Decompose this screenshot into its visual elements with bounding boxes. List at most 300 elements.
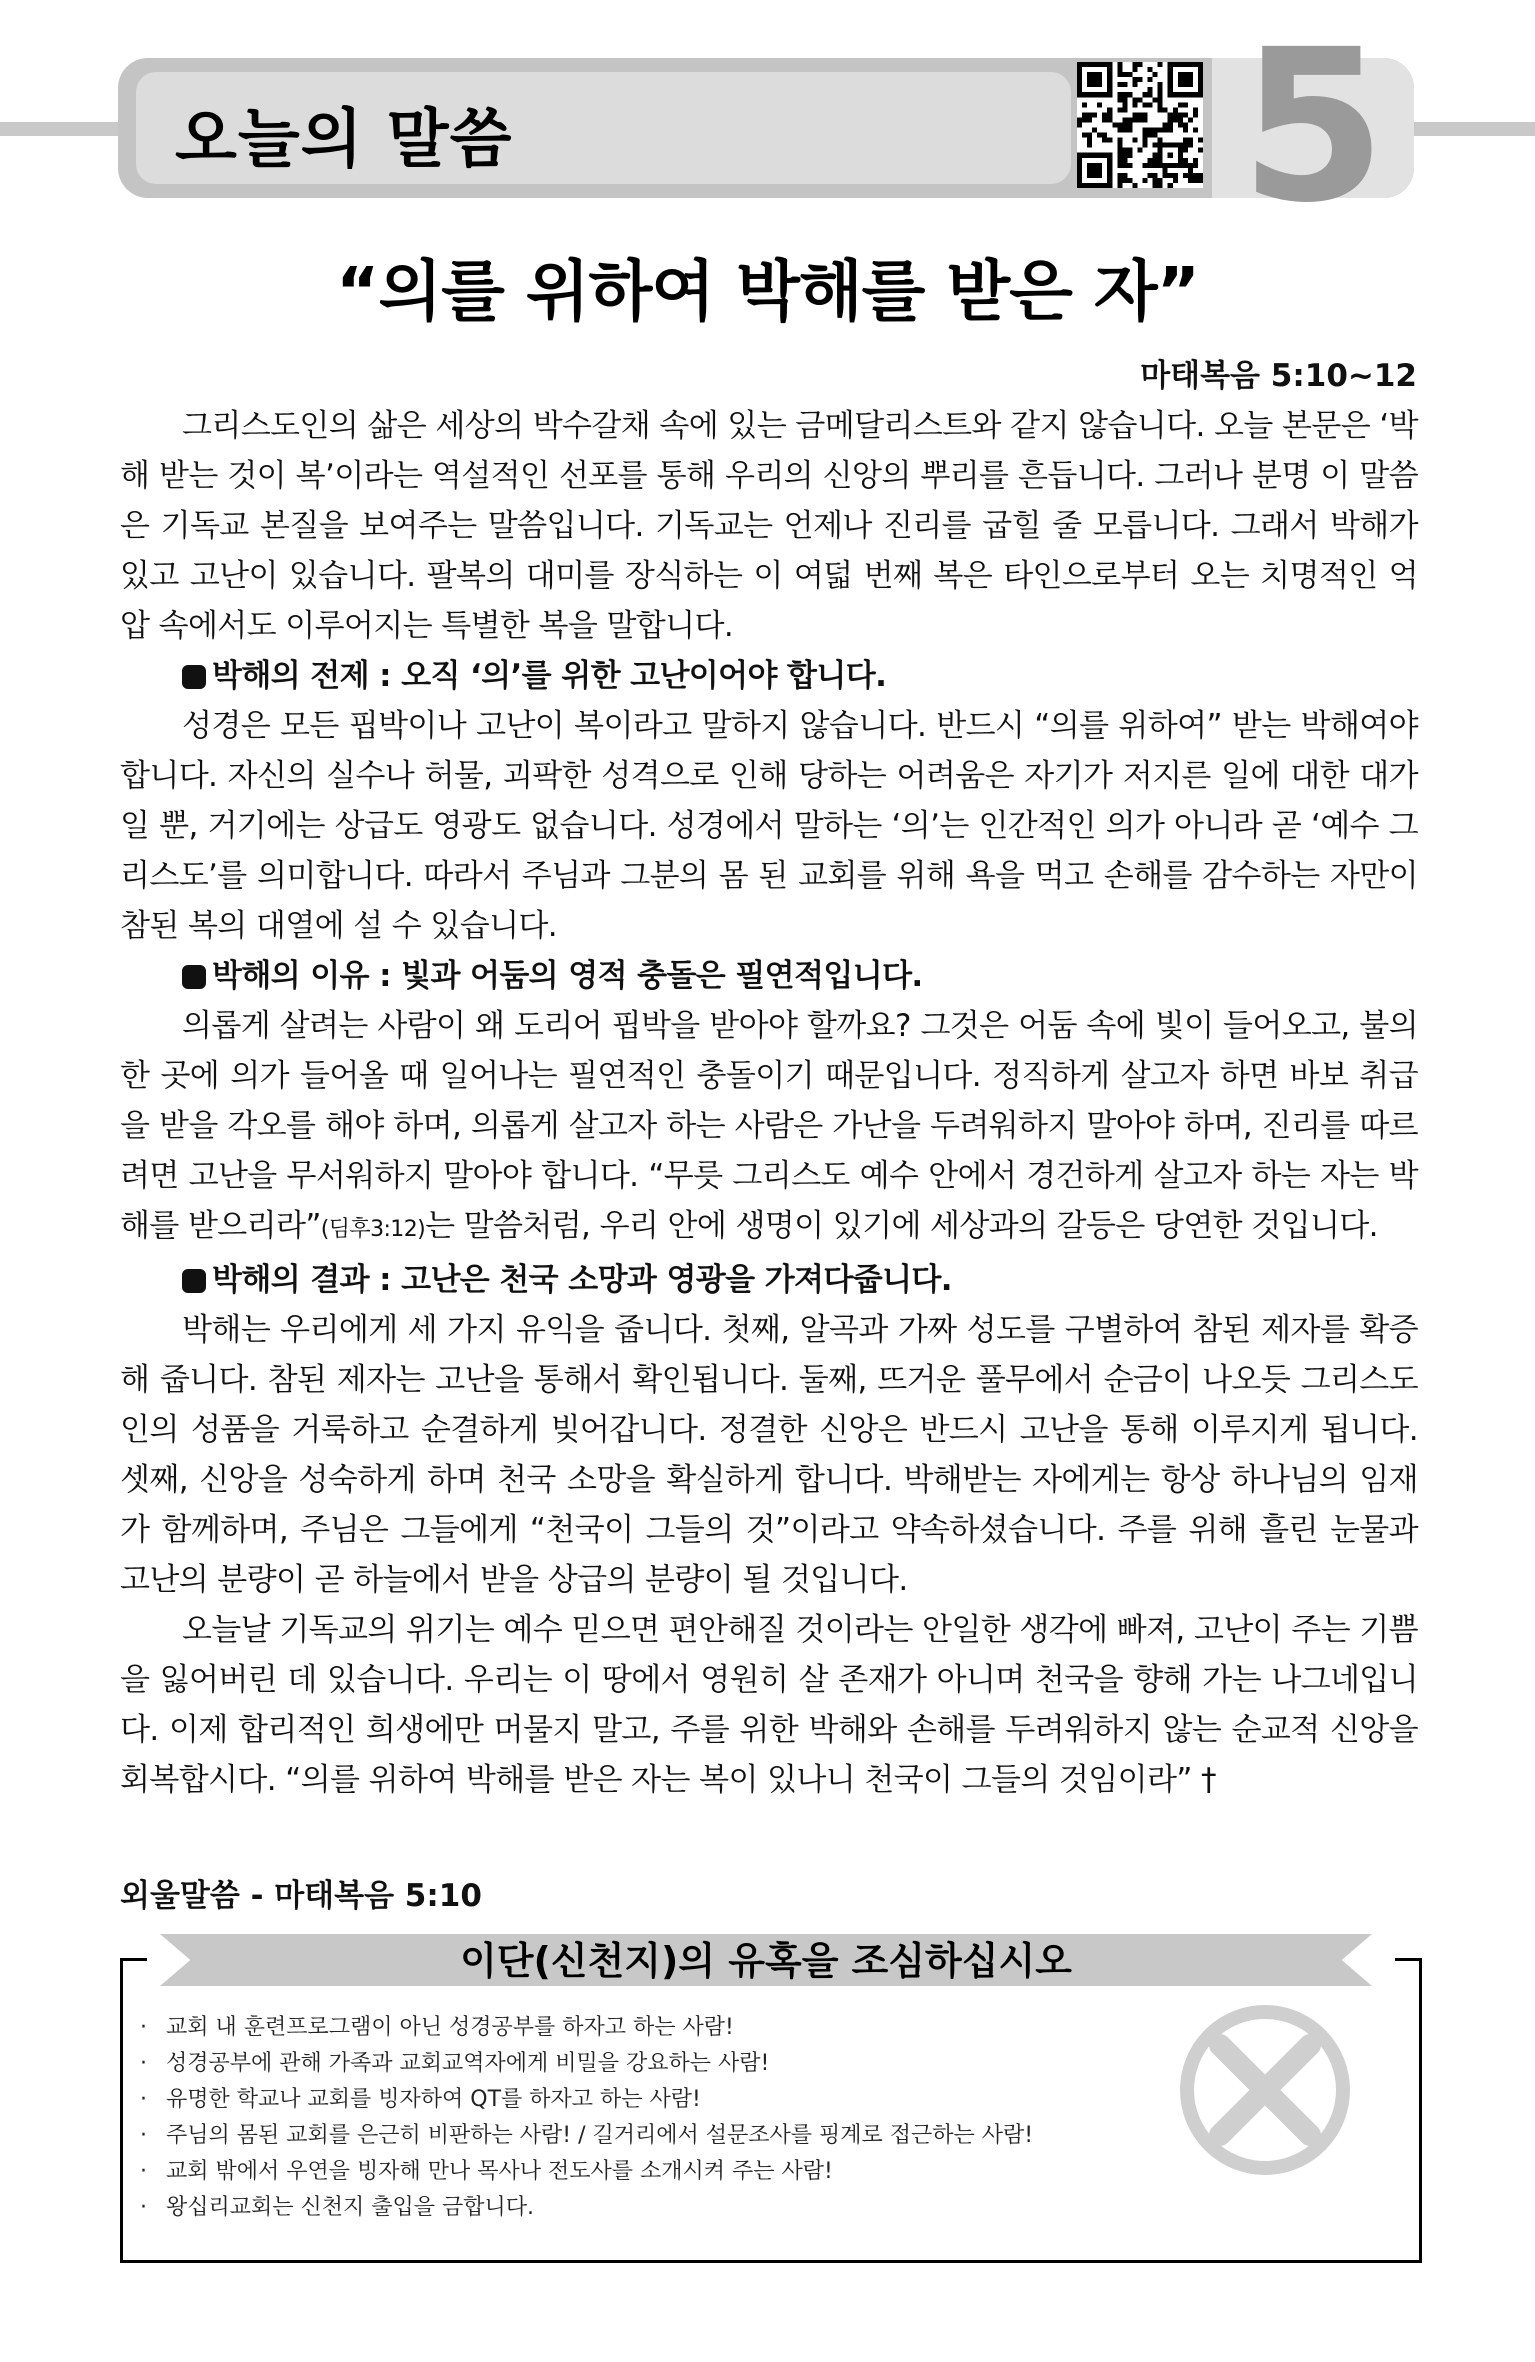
qr-module bbox=[1198, 67, 1203, 72]
qr-module bbox=[1198, 173, 1203, 178]
qr-module bbox=[1198, 82, 1203, 87]
qr-module bbox=[1193, 158, 1198, 163]
qr-module bbox=[1137, 97, 1142, 102]
qr-module bbox=[1188, 117, 1193, 122]
qr-module bbox=[1122, 117, 1127, 122]
qr-module bbox=[1132, 77, 1137, 82]
qr-module bbox=[1082, 153, 1087, 158]
qr-module bbox=[1188, 163, 1193, 168]
qr-module bbox=[1188, 92, 1193, 97]
qr-module bbox=[1097, 173, 1102, 178]
qr-module bbox=[1117, 173, 1122, 178]
qr-module bbox=[1117, 148, 1122, 153]
qr-module bbox=[1107, 153, 1112, 158]
qr-module bbox=[1168, 72, 1173, 77]
qr-module bbox=[1107, 107, 1112, 112]
qr-module bbox=[1148, 128, 1153, 133]
qr-module bbox=[1082, 133, 1087, 138]
qr-module bbox=[1183, 163, 1188, 168]
qr-module bbox=[1178, 163, 1183, 168]
qr-module bbox=[1122, 82, 1127, 87]
qr-module bbox=[1092, 173, 1097, 178]
qr-module bbox=[1077, 62, 1082, 67]
qr-module bbox=[1127, 92, 1132, 97]
qr-module bbox=[1087, 77, 1092, 82]
qr-module bbox=[1153, 158, 1158, 163]
qr-module bbox=[1193, 173, 1198, 178]
qr-module bbox=[1117, 122, 1122, 127]
qr-module bbox=[1077, 173, 1082, 178]
qr-module bbox=[1107, 92, 1112, 97]
qr-module bbox=[1178, 117, 1183, 122]
qr-module bbox=[1153, 133, 1158, 138]
qr-module bbox=[1117, 72, 1122, 77]
qr-module bbox=[1087, 92, 1092, 97]
qr-module bbox=[1127, 153, 1132, 158]
qr-module bbox=[1077, 168, 1082, 173]
qr-module bbox=[1127, 163, 1132, 168]
qr-module bbox=[1163, 128, 1168, 133]
qr-module bbox=[1082, 62, 1087, 67]
page-number: 5 bbox=[1240, 4, 1387, 249]
qr-module bbox=[1173, 143, 1178, 148]
qr-module bbox=[1137, 112, 1142, 117]
qr-module bbox=[1198, 77, 1203, 82]
qr-module bbox=[1117, 97, 1122, 102]
qr-module bbox=[1168, 62, 1173, 67]
qr-module bbox=[1132, 138, 1137, 143]
qr-module bbox=[1148, 163, 1153, 168]
qr-module bbox=[1158, 82, 1163, 87]
qr-module bbox=[1117, 183, 1122, 188]
qr-module bbox=[1092, 168, 1097, 173]
qr-module bbox=[1102, 133, 1107, 138]
qr-module bbox=[1158, 87, 1163, 92]
qr-module bbox=[1198, 62, 1203, 67]
point-paragraph-2: 의롭게 살려는 사람이 왜 도리어 핍박을 받아야 할까요? 그것은 어둠 속에 빛이 들어오고, 불의한 곳에 의가 들어올 때 일어나는 필연적인 충돌이기 때문입니다. 정직하게 살고자 하면 바보 취급을 받을 각오를 해야 하며, 의롭게 살고자 하는 사람은 가난을 두려워하지 말아야 하며, 진리를 따르려면 고난을 무서워하지 말아야 합니다. “무릇 그리스도 예수 안에서 경건하게 살고자 하는 자는 박해를 받으리라”(딤후3:12)는 말씀처럼, 우리 안에 생명이 있기에 세상과의 갈등은 당연한 것입니다. bbox=[120, 1008, 1418, 1244]
qr-module bbox=[1153, 153, 1158, 158]
qr-module bbox=[1102, 117, 1107, 122]
qr-module bbox=[1158, 153, 1163, 158]
qr-module bbox=[1107, 158, 1112, 163]
qr-module bbox=[1097, 72, 1102, 77]
qr-module bbox=[1132, 97, 1137, 102]
qr-module bbox=[1107, 62, 1112, 67]
qr-module bbox=[1178, 143, 1183, 148]
qr-module bbox=[1193, 178, 1198, 183]
warning-title: 이단(신천지)의 유혹을 조심하십시오 bbox=[460, 1939, 1072, 1983]
qr-module bbox=[1168, 122, 1173, 127]
qr-module bbox=[1178, 148, 1183, 153]
qr-module bbox=[1168, 183, 1173, 188]
qr-module bbox=[1132, 67, 1137, 72]
qr-module bbox=[1183, 102, 1188, 107]
qr-module bbox=[1168, 92, 1173, 97]
qr-module bbox=[1188, 72, 1193, 77]
qr-module bbox=[1168, 128, 1173, 133]
qr-module bbox=[1143, 102, 1148, 107]
qr-module bbox=[1143, 143, 1148, 148]
qr-module bbox=[1163, 122, 1168, 127]
sermon-body bbox=[120, 401, 1418, 1805]
qr-module bbox=[1183, 77, 1188, 82]
warning-list bbox=[140, 2010, 1033, 2226]
scripture-reference: 마태복음 5:10~12 bbox=[1140, 358, 1417, 394]
qr-module bbox=[1158, 92, 1163, 97]
qr-module bbox=[1178, 112, 1183, 117]
qr-module bbox=[1158, 158, 1163, 163]
qr-module bbox=[1183, 173, 1188, 178]
qr-module bbox=[1173, 62, 1178, 67]
qr-module bbox=[1153, 97, 1158, 102]
qr-module bbox=[1077, 183, 1082, 188]
qr-module bbox=[1183, 62, 1188, 67]
qr-module bbox=[1173, 107, 1178, 112]
list-item: · 왕십리교회는 신천지 출입을 금합니다. bbox=[140, 2190, 1033, 2226]
list-item: · 교회 내 훈련프로그램이 아닌 성경공부를 하자고 하는 사람! bbox=[140, 2010, 1033, 2046]
qr-module bbox=[1188, 82, 1193, 87]
qr-module bbox=[1168, 143, 1173, 148]
point-paragraph-1: 성경은 모든 핍박이나 고난이 복이라고 말하지 않습니다. 반드시 “의를 위하여” 받는 박해여야 합니다. 자신의 실수나 허물, 괴팍한 성격으로 인해 당하는 어려움은 자기가 저지른 일에 대한 대가일 뿐, 거기에는 상급도 영광도 없습니다. 성경에서 말하는 ‘의’는 인간적인 의가 아니라 곧 ‘예수 그리스도’를 의미합니다. 따라서 주님과 그분의 몸 된 교회를 위해 욕을 먹고 손해를 감수하는 자만이 참된 복의 대열에 설 수 있습니다. bbox=[120, 708, 1418, 944]
qr-module bbox=[1132, 117, 1137, 122]
qr-module bbox=[1117, 92, 1122, 97]
qr-module bbox=[1178, 77, 1183, 82]
qr-module bbox=[1077, 77, 1082, 82]
qr-module bbox=[1087, 168, 1092, 173]
qr-module bbox=[1153, 178, 1158, 183]
qr-module bbox=[1127, 117, 1132, 122]
point-paragraph-3: 박해는 우리에게 세 가지 유익을 줍니다. 첫째, 알곡과 가짜 성도를 구별하여 참된 제자를 확증해 줍니다. 참된 제자는 고난을 통해서 확인됩니다. 둘째, 뜨거운 풀무에서 순금이 나오듯 그리스도인의 성품을 거룩하고 순결하게 빚어갑니다. 정결한 신앙은 반드시 고난을 통해 이루지게 됩니다. 셋째, 신앙을 성숙하게 하며 천국 소망을 확실하게 합니다. 박해받는 자에게는 항상 하나님의 임재가 함께하며, 주님은 그들에게 “천국이 그들의 것”이라고 약속하셨습니다. 주를 위해 흘린 눈물과 고난의 분량이 곧 하늘에서 받을 상급의 분량이 될 것입니다. bbox=[120, 1312, 1418, 1598]
qr-module bbox=[1097, 77, 1102, 82]
qr-module bbox=[1168, 87, 1173, 92]
qr-module bbox=[1188, 168, 1193, 173]
qr-module bbox=[1077, 67, 1082, 72]
qr-module bbox=[1092, 128, 1097, 133]
qr-module bbox=[1193, 107, 1198, 112]
qr-module bbox=[1097, 82, 1102, 87]
qr-module bbox=[1117, 163, 1122, 168]
qr-module bbox=[1158, 148, 1163, 153]
qr-module bbox=[1077, 153, 1082, 158]
qr-module bbox=[1188, 143, 1193, 148]
qr-module bbox=[1173, 178, 1178, 183]
square-bullet-icon bbox=[182, 965, 206, 989]
qr-module bbox=[1158, 102, 1163, 107]
qr-module bbox=[1188, 173, 1193, 178]
qr-module bbox=[1158, 138, 1163, 143]
qr-module bbox=[1173, 112, 1178, 117]
qr-module bbox=[1163, 163, 1168, 168]
qr-module bbox=[1122, 173, 1127, 178]
qr-module bbox=[1127, 148, 1132, 153]
qr-module bbox=[1077, 163, 1082, 168]
qr-module bbox=[1193, 128, 1198, 133]
qr-module bbox=[1087, 72, 1092, 77]
list-item: · 주님의 몸된 교회를 은근히 비판하는 사람! / 길거리에서 설문조사를 핑계로 접근하는 사람! bbox=[140, 2118, 1033, 2154]
qr-module bbox=[1198, 138, 1203, 143]
sermon-title: “의를 위하여 박해를 받은 자” bbox=[336, 253, 1199, 330]
section-title: 오늘의 말씀 bbox=[175, 103, 513, 177]
qr-module bbox=[1132, 112, 1137, 117]
qr-module bbox=[1137, 62, 1142, 67]
qr-module bbox=[1122, 92, 1127, 97]
qr-module bbox=[1092, 82, 1097, 87]
qr-module bbox=[1087, 82, 1092, 87]
qr-module bbox=[1117, 138, 1122, 143]
point-heading-1: 박해의 전제 : 오직 ‘의’를 위한 고난이어야 합니다. bbox=[120, 651, 1418, 701]
qr-module bbox=[1097, 133, 1102, 138]
qr-module bbox=[1148, 67, 1153, 72]
qr-module bbox=[1077, 72, 1082, 77]
qr-module bbox=[1087, 112, 1092, 117]
qr-module bbox=[1082, 117, 1087, 122]
square-bullet-icon bbox=[182, 665, 206, 689]
qr-module bbox=[1122, 153, 1127, 158]
qr-module bbox=[1163, 143, 1168, 148]
qr-module bbox=[1107, 183, 1112, 188]
qr-module bbox=[1183, 82, 1188, 87]
qr-module bbox=[1092, 92, 1097, 97]
qr-module bbox=[1168, 163, 1173, 168]
qr-module bbox=[1107, 87, 1112, 92]
qr-module bbox=[1102, 92, 1107, 97]
qr-module bbox=[1183, 143, 1188, 148]
qr-module bbox=[1107, 77, 1112, 82]
qr-module bbox=[1168, 117, 1173, 122]
qr-module bbox=[1122, 158, 1127, 163]
qr-module bbox=[1097, 102, 1102, 107]
qr-module bbox=[1117, 143, 1122, 148]
qr-module bbox=[1148, 102, 1153, 107]
qr-module bbox=[1148, 92, 1153, 97]
qr-module bbox=[1117, 153, 1122, 158]
qr-module bbox=[1193, 92, 1198, 97]
qr-module bbox=[1077, 82, 1082, 87]
qr-module bbox=[1132, 183, 1137, 188]
qr-module bbox=[1122, 148, 1127, 153]
qr-module bbox=[1143, 92, 1148, 97]
qr-module bbox=[1122, 128, 1127, 133]
qr-module bbox=[1183, 148, 1188, 153]
qr-module bbox=[1173, 117, 1178, 122]
qr-module bbox=[1198, 87, 1203, 92]
qr-module bbox=[1127, 178, 1132, 183]
qr-module bbox=[1188, 62, 1193, 67]
qr-module bbox=[1143, 112, 1148, 117]
qr-module bbox=[1107, 67, 1112, 72]
qr-module bbox=[1168, 173, 1173, 178]
qr-module bbox=[1158, 97, 1163, 102]
qr-module bbox=[1077, 158, 1082, 163]
qr-module bbox=[1178, 72, 1183, 77]
qr-module bbox=[1153, 173, 1158, 178]
qr-module bbox=[1183, 92, 1188, 97]
qr-module bbox=[1193, 62, 1198, 67]
memory-verse: 외울말씀 - 마태복음 5:10 bbox=[120, 1878, 482, 1914]
qr-module bbox=[1158, 62, 1163, 67]
qr-module bbox=[1183, 112, 1188, 117]
qr-module bbox=[1097, 168, 1102, 173]
qr-module bbox=[1137, 148, 1142, 153]
qr-module bbox=[1127, 128, 1132, 133]
qr-module bbox=[1107, 82, 1112, 87]
qr-module bbox=[1077, 122, 1082, 127]
qr-module bbox=[1107, 173, 1112, 178]
qr-module bbox=[1077, 87, 1082, 92]
qr-module bbox=[1158, 163, 1163, 168]
qr-module bbox=[1143, 128, 1148, 133]
qr-module bbox=[1193, 163, 1198, 168]
qr-module bbox=[1183, 72, 1188, 77]
qr-module bbox=[1117, 178, 1122, 183]
square-bullet-icon bbox=[182, 1269, 206, 1293]
qr-module bbox=[1158, 107, 1163, 112]
qr-module bbox=[1168, 153, 1173, 158]
qr-module bbox=[1122, 102, 1127, 107]
qr-module bbox=[1153, 72, 1158, 77]
qr-module bbox=[1117, 107, 1122, 112]
qr-module bbox=[1102, 183, 1107, 188]
qr-module bbox=[1092, 77, 1097, 82]
qr-module bbox=[1163, 107, 1168, 112]
qr-module bbox=[1092, 153, 1097, 158]
qr-code-icon[interactable] bbox=[1077, 62, 1203, 188]
qr-module bbox=[1117, 82, 1122, 87]
qr-module bbox=[1153, 143, 1158, 148]
qr-module bbox=[1132, 62, 1137, 67]
qr-module bbox=[1188, 178, 1193, 183]
qr-module bbox=[1168, 82, 1173, 87]
qr-module bbox=[1097, 183, 1102, 188]
qr-module bbox=[1143, 178, 1148, 183]
qr-module bbox=[1087, 138, 1092, 143]
qr-module bbox=[1148, 77, 1153, 82]
qr-module bbox=[1143, 117, 1148, 122]
bible-reference: (딤후3:12) bbox=[320, 1217, 426, 1242]
qr-module bbox=[1077, 178, 1082, 183]
qr-module bbox=[1173, 163, 1178, 168]
point-heading-3: 박해의 결과 : 고난은 천국 소망과 영광을 가져다줍니다. bbox=[120, 1255, 1418, 1305]
qr-module bbox=[1097, 153, 1102, 158]
qr-module bbox=[1148, 87, 1153, 92]
qr-module bbox=[1087, 133, 1092, 138]
qr-module bbox=[1102, 153, 1107, 158]
qr-module bbox=[1143, 133, 1148, 138]
qr-module bbox=[1173, 173, 1178, 178]
qr-module bbox=[1122, 97, 1127, 102]
qr-module bbox=[1107, 117, 1112, 122]
qr-module bbox=[1137, 117, 1142, 122]
qr-module bbox=[1178, 62, 1183, 67]
qr-module bbox=[1158, 178, 1163, 183]
qr-module bbox=[1107, 163, 1112, 168]
qr-module bbox=[1183, 122, 1188, 127]
qr-module bbox=[1148, 173, 1153, 178]
qr-module bbox=[1163, 168, 1168, 173]
qr-module bbox=[1092, 62, 1097, 67]
qr-module bbox=[1143, 163, 1148, 168]
qr-module bbox=[1092, 163, 1097, 168]
qr-module bbox=[1122, 72, 1127, 77]
qr-module bbox=[1092, 183, 1097, 188]
qr-module bbox=[1153, 128, 1158, 133]
qr-module bbox=[1183, 128, 1188, 133]
qr-module bbox=[1178, 153, 1183, 158]
list-item: · 성경공부에 관해 가족과 교회교역자에게 비밀을 강요하는 사람! bbox=[140, 2046, 1033, 2082]
qr-module bbox=[1117, 128, 1122, 133]
qr-module bbox=[1122, 178, 1127, 183]
qr-module bbox=[1148, 158, 1153, 163]
qr-module bbox=[1168, 77, 1173, 82]
qr-module bbox=[1143, 138, 1148, 143]
qr-module bbox=[1082, 112, 1087, 117]
qr-module bbox=[1107, 178, 1112, 183]
qr-module bbox=[1153, 183, 1158, 188]
qr-module bbox=[1178, 92, 1183, 97]
qr-module bbox=[1097, 163, 1102, 168]
qr-module bbox=[1158, 183, 1163, 188]
qr-module bbox=[1137, 77, 1142, 82]
qr-module bbox=[1107, 168, 1112, 173]
qr-module bbox=[1087, 173, 1092, 178]
header-right-rule bbox=[1400, 122, 1535, 136]
qr-module bbox=[1178, 102, 1183, 107]
qr-module bbox=[1097, 92, 1102, 97]
qr-module bbox=[1132, 102, 1137, 107]
qr-module bbox=[1153, 163, 1158, 168]
qr-module bbox=[1193, 112, 1198, 117]
qr-module bbox=[1158, 143, 1163, 148]
qr-module bbox=[1087, 163, 1092, 168]
qr-module bbox=[1112, 122, 1117, 127]
qr-module bbox=[1092, 72, 1097, 77]
qr-module bbox=[1127, 122, 1132, 127]
qr-module bbox=[1102, 62, 1107, 67]
qr-module bbox=[1082, 92, 1087, 97]
qr-module bbox=[1107, 72, 1112, 77]
list-item: · 교회 밖에서 우연을 빙자해 만나 목사나 전도사를 소개시켜 주는 사람! bbox=[140, 2154, 1033, 2190]
qr-module bbox=[1082, 183, 1087, 188]
qr-module bbox=[1102, 112, 1107, 117]
qr-module bbox=[1173, 92, 1178, 97]
qr-module bbox=[1117, 62, 1122, 67]
qr-module bbox=[1087, 117, 1092, 122]
qr-module bbox=[1178, 158, 1183, 163]
qr-module bbox=[1082, 102, 1087, 107]
qr-module bbox=[1077, 117, 1082, 122]
list-item: · 유명한 학교나 교회를 빙자하여 QT를 하자고 하는 사람! bbox=[140, 2082, 1033, 2118]
qr-module bbox=[1097, 62, 1102, 67]
header-left-rule bbox=[0, 122, 130, 136]
point-heading-2: 박해의 이유 : 빛과 어둠의 영적 충돌은 필연적입니다. bbox=[120, 951, 1418, 1001]
qr-module bbox=[1198, 92, 1203, 97]
qr-module bbox=[1198, 72, 1203, 77]
qr-module bbox=[1122, 122, 1127, 127]
qr-module bbox=[1168, 112, 1173, 117]
qr-module bbox=[1127, 72, 1132, 77]
prohibited-x-icon bbox=[1175, 2000, 1355, 2180]
qr-module bbox=[1117, 158, 1122, 163]
conclusion-paragraph: 오늘날 기독교의 위기는 예수 믿으면 편안해질 것이라는 안일한 생각에 빠져, 고난이 주는 기쁨을 잃어버린 데 있습니다. 우리는 이 땅에서 영원히 살 존재가 아니며 천국을 향해 가는 나그네입니다. 이제 합리적인 희생에만 머물지 말고, 주를 위한 박해와 손해를 두려워하지 않는 순교적 신앙을 회복합시다. “의를 위하여 박해를 받은 자는 복이 있나니 천국이 그들의 것임이라” † bbox=[120, 1612, 1418, 1798]
qr-module bbox=[1107, 112, 1112, 117]
qr-module bbox=[1087, 143, 1092, 148]
qr-module bbox=[1188, 138, 1193, 143]
qr-module bbox=[1087, 183, 1092, 188]
qr-module bbox=[1117, 67, 1122, 72]
qr-module bbox=[1168, 67, 1173, 72]
qr-module bbox=[1158, 128, 1163, 133]
qr-module bbox=[1087, 153, 1092, 158]
